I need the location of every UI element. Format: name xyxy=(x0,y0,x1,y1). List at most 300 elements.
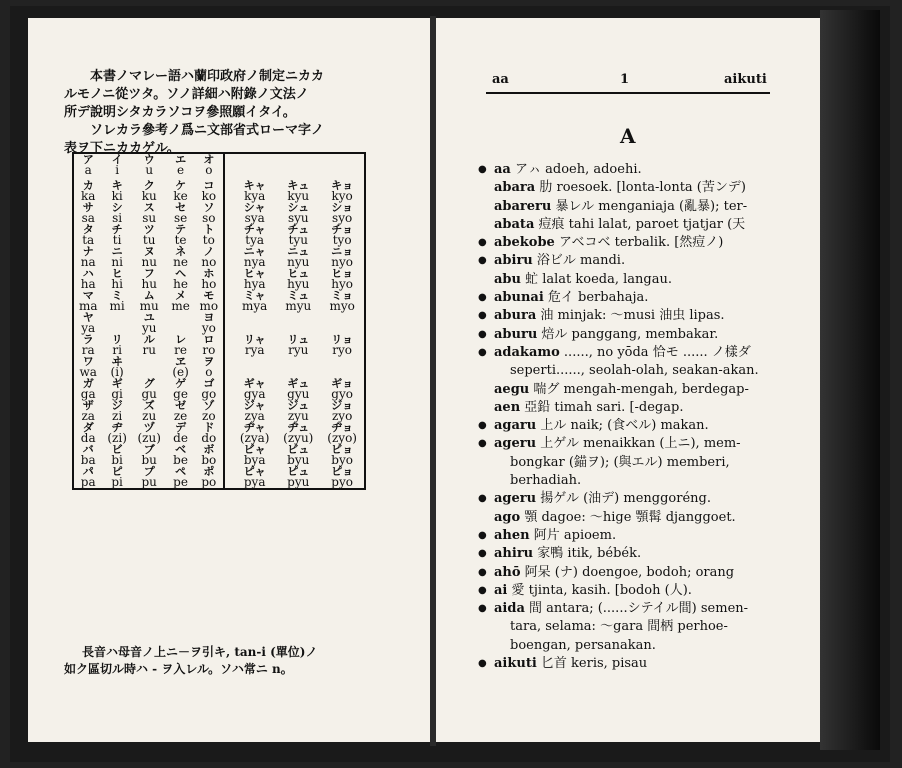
kana-romaji: ya xyxy=(81,321,96,335)
dictionary-entry xyxy=(476,216,776,234)
entry-headword: aegu xyxy=(494,381,530,397)
kana-romaji: u xyxy=(145,163,154,177)
table-row xyxy=(73,444,365,466)
entry-definition: 顎 dagoe: ～hige 顎髯 djanggoet. xyxy=(520,509,736,525)
kana-glyph: ド xyxy=(203,421,215,434)
entry-mark-icon: ● xyxy=(478,310,487,322)
entry-definition: 上ゲル menaikkan (上ニ), mem- xyxy=(536,436,741,452)
kana-cell xyxy=(102,202,131,224)
dictionary-entry xyxy=(476,564,776,582)
kana-cell xyxy=(73,176,102,202)
kana-cell xyxy=(132,290,167,312)
kana-glyph: ブ xyxy=(143,443,155,456)
table-divider xyxy=(224,466,233,489)
table-divider xyxy=(224,153,233,176)
kana-romaji: nyo xyxy=(331,255,353,269)
kana-cell xyxy=(233,202,276,224)
kana-romaji: go xyxy=(201,387,217,401)
kana-glyph: ゾ xyxy=(203,399,215,412)
kana-glyph: ヱ xyxy=(175,355,187,368)
kana-romaji: te xyxy=(174,233,187,247)
kana-glyph: チョ xyxy=(331,223,353,236)
kana-romaji: ra xyxy=(81,343,95,357)
kana-glyph: ヂュ xyxy=(287,421,310,434)
dictionary-entry xyxy=(476,582,776,600)
kana-romaji: kyo xyxy=(331,189,353,203)
entry-headword: abura xyxy=(494,308,537,324)
entry-definition: 揚ゲル (油デ) menggoréng. xyxy=(536,491,711,507)
entry-headword: ahō xyxy=(494,564,521,580)
kana-glyph: ヒャ xyxy=(243,267,266,280)
kana-romaji: ryu xyxy=(288,343,309,357)
table-row xyxy=(73,378,365,400)
dictionary-entry xyxy=(476,454,776,472)
intro-paragraph xyxy=(64,68,384,158)
table-row xyxy=(73,246,365,268)
entry-definition: 阿片 apioem. xyxy=(529,527,617,543)
entry-definition: 肋 roesoek. [lonta-lonta (苦ンデ) xyxy=(535,180,746,196)
kana-cell xyxy=(233,466,276,489)
kana-cell xyxy=(167,202,195,224)
kana-cell xyxy=(233,290,276,312)
footnote xyxy=(64,644,384,678)
table-row xyxy=(73,153,365,176)
kana-cell xyxy=(132,444,167,466)
kana-cell xyxy=(102,153,131,176)
kana-cell xyxy=(132,378,167,400)
kana-romaji: ri xyxy=(112,343,122,357)
kana-glyph: ジョ xyxy=(331,399,354,412)
kana-glyph: チャ xyxy=(243,223,266,236)
kana-cell xyxy=(195,246,225,268)
kana-cell xyxy=(73,312,102,334)
kana-cell xyxy=(320,378,365,400)
kana-romaji: bya xyxy=(243,453,266,467)
kana-glyph: ギ xyxy=(111,377,123,390)
kana-glyph: ウ xyxy=(143,153,155,166)
kana-romaji: byo xyxy=(331,453,353,467)
entry-mark-icon: ● xyxy=(478,658,487,670)
dictionary-entry xyxy=(476,509,776,527)
kana-romaji: ze xyxy=(173,409,188,423)
entry-mark-icon: ● xyxy=(478,164,487,175)
kana-romaji: hyu xyxy=(287,277,310,291)
kana-romaji: po xyxy=(201,475,217,489)
entry-definition: boengan, persanakan. xyxy=(510,637,656,653)
kana-cell xyxy=(276,334,320,356)
entry-definition: 上ル naik; (食ベル) makan. xyxy=(536,418,709,434)
kana-cell xyxy=(233,312,276,334)
kana-glyph: ロ xyxy=(203,333,215,346)
kana-romaji: pi xyxy=(111,475,123,489)
table-row xyxy=(73,356,365,378)
table-divider xyxy=(224,422,233,444)
kana-romaji: ba xyxy=(80,453,96,467)
entry-headword: abareru xyxy=(494,198,552,214)
kana-romaji: tyu xyxy=(288,233,308,247)
kana-romaji: a xyxy=(84,163,92,177)
kana-glyph: ノ xyxy=(203,245,215,258)
kana-glyph: ム xyxy=(143,289,155,302)
kana-romaji: tu xyxy=(142,233,156,247)
kana-cell xyxy=(102,444,131,466)
kana-romaji: pa xyxy=(80,475,96,489)
kana-glyph: キャ xyxy=(243,179,266,192)
kana-glyph: ピ xyxy=(111,465,123,478)
kana-glyph: オ xyxy=(203,153,215,166)
kana-romaji: sa xyxy=(81,211,95,225)
entry-headword: ago xyxy=(494,509,521,525)
kana-glyph: ショ xyxy=(331,201,354,214)
kana-cell xyxy=(195,268,225,290)
entry-definition: ......, no yōda 恰モ ...... ノ樣ダ xyxy=(559,344,751,360)
kana-romaji: i xyxy=(115,163,120,177)
dictionary-entry xyxy=(476,545,776,563)
entry-headword: adakamo xyxy=(494,344,560,360)
dictionary-entries xyxy=(476,161,776,673)
header-left-word: aa xyxy=(492,72,509,87)
kana-cell xyxy=(276,444,320,466)
table-divider xyxy=(224,224,233,246)
kana-romaji: ga xyxy=(80,387,96,401)
kana-romaji: so xyxy=(202,211,216,225)
kana-romaji: bo xyxy=(201,453,217,467)
dictionary-entry xyxy=(476,179,776,197)
table-row xyxy=(73,268,365,290)
kana-cell xyxy=(73,268,102,290)
kana-glyph: シャ xyxy=(243,201,266,214)
kana-glyph: ホ xyxy=(203,267,215,280)
kana-cell xyxy=(320,290,365,312)
section-letter: A xyxy=(620,124,636,148)
kana-glyph: ボ xyxy=(203,443,215,456)
kana-cell xyxy=(73,466,102,489)
kana-romaji: kya xyxy=(244,189,266,203)
kana-cell xyxy=(132,422,167,444)
kana-glyph: ネ xyxy=(175,245,187,258)
entry-headword: abekobe xyxy=(494,235,555,251)
kana-cell xyxy=(320,444,365,466)
kana-cell xyxy=(195,290,225,312)
kana-cell xyxy=(132,202,167,224)
entry-mark-icon: ● xyxy=(478,346,487,358)
kana-cell xyxy=(132,176,167,202)
kana-glyph: イ xyxy=(111,153,123,166)
kana-glyph: ヰ xyxy=(111,355,123,368)
kana-romaji: na xyxy=(80,255,96,269)
kana-romaji: de xyxy=(173,431,188,445)
kana-glyph: ビュ xyxy=(287,443,310,456)
kana-cell xyxy=(167,466,195,489)
entry-definition: 愛 tjinta, kasih. [bodoh (人). xyxy=(507,582,692,598)
kana-romaji: hi xyxy=(111,277,123,291)
kana-romaji: pe xyxy=(173,475,188,489)
kana-glyph: ダ xyxy=(82,421,94,434)
dictionary-entry xyxy=(476,198,776,216)
kana-glyph: ヂャ xyxy=(243,421,266,434)
kana-romaji: pu xyxy=(141,475,157,489)
kana-glyph: ケ xyxy=(175,179,187,192)
entry-definition: アベコベ terbalik. [然痘ノ) xyxy=(554,235,724,251)
entry-definition: 暴レル menganiaja (亂暴); ter- xyxy=(551,198,748,214)
kana-glyph: ア xyxy=(82,153,94,166)
dictionary-entry xyxy=(476,234,776,252)
kana-romaji: e xyxy=(177,163,185,177)
kana-glyph: メ xyxy=(175,289,187,302)
dictionary-entry xyxy=(476,289,776,307)
kana-cell xyxy=(276,378,320,400)
kana-glyph: リュ xyxy=(287,333,310,346)
kana-cell xyxy=(73,246,102,268)
intro-line: 所デ說明シタカラソコヲ參照願イタイ。 xyxy=(64,105,296,120)
kana-romaji: ki xyxy=(111,189,123,203)
kana-romaji: tyo xyxy=(332,233,352,247)
kana-glyph: ギョ xyxy=(331,377,354,390)
kana-cell xyxy=(167,356,195,378)
kana-glyph: ユ xyxy=(143,311,155,324)
entry-headword: ai xyxy=(494,582,508,598)
kana-cell xyxy=(233,334,276,356)
kana-glyph: コ xyxy=(203,179,215,192)
kana-glyph: パ xyxy=(82,465,94,478)
kana-romaji: pyu xyxy=(287,475,310,489)
kana-cell xyxy=(167,176,195,202)
kana-glyph: ヅ xyxy=(143,421,155,434)
intro-line: ルモノニ從ツタ。ソノ詳細ハ附錄ノ文法ノ xyxy=(64,87,309,102)
kana-romaji: pyo xyxy=(331,475,353,489)
kana-cell xyxy=(233,378,276,400)
kana-romaji: gya xyxy=(243,387,266,401)
kana-cell xyxy=(233,153,276,176)
kana-romaji: ma xyxy=(78,299,98,313)
header-right-word: aikuti xyxy=(724,72,767,87)
kana-cell xyxy=(320,312,365,334)
intro-line: 表ヲ下ニカカゲル。 xyxy=(64,141,180,156)
kana-glyph: ラ xyxy=(82,333,94,346)
kana-romaji: ru xyxy=(142,343,156,357)
kana-romaji: si xyxy=(112,211,123,225)
kana-cell xyxy=(195,334,225,356)
romanization-table xyxy=(72,152,366,490)
kana-glyph: キョ xyxy=(331,179,354,192)
kana-cell xyxy=(73,444,102,466)
kana-glyph: ゼ xyxy=(175,399,187,412)
kana-glyph: ヂョ xyxy=(331,421,353,434)
dictionary-entry xyxy=(476,637,776,655)
kana-glyph: ミュ xyxy=(287,289,310,302)
entry-headword: ahen xyxy=(494,527,530,543)
kana-cell xyxy=(233,246,276,268)
kana-cell xyxy=(320,422,365,444)
entry-definition: 間 antara; (......シテイル間) semen- xyxy=(524,601,749,617)
dictionary-entry xyxy=(476,490,776,508)
kana-glyph: プ xyxy=(143,465,155,478)
kana-glyph: ニ xyxy=(111,245,123,258)
table-divider xyxy=(224,334,233,356)
kana-romaji: to xyxy=(202,233,215,247)
kana-glyph: ジャ xyxy=(243,399,266,412)
entry-mark-icon: ● xyxy=(478,566,487,578)
table-row xyxy=(73,334,365,356)
entry-mark-icon: ● xyxy=(478,438,487,450)
kana-romaji: zo xyxy=(202,409,216,423)
table-row xyxy=(73,466,365,489)
kana-glyph: フ xyxy=(143,267,155,280)
kana-glyph: チ xyxy=(111,223,123,236)
kana-cell xyxy=(276,290,320,312)
kana-glyph: ゲ xyxy=(175,377,187,390)
kana-romaji: gu xyxy=(141,387,157,401)
kana-romaji: yu xyxy=(141,321,157,335)
table-divider xyxy=(224,268,233,290)
kana-glyph: バ xyxy=(82,443,94,456)
entry-definition: seperti......, seolah-olah, seakan-akan. xyxy=(510,363,759,379)
kana-glyph: ヒョ xyxy=(331,267,354,280)
kana-romaji: (zyo) xyxy=(327,431,357,445)
kana-glyph: セ xyxy=(175,201,187,214)
kana-romaji: gyu xyxy=(287,387,310,401)
kana-cell xyxy=(195,422,225,444)
entry-definition: tara, selama: ～gara 間柄 perhoe- xyxy=(510,619,728,635)
kana-glyph: ハ xyxy=(82,267,94,280)
kana-romaji: mo xyxy=(199,299,219,313)
kana-cell xyxy=(320,224,365,246)
entry-headword: abara xyxy=(494,180,536,196)
kana-cell xyxy=(276,153,320,176)
kana-cell xyxy=(102,246,131,268)
kana-glyph: ビョ xyxy=(331,443,354,456)
dictionary-entry xyxy=(476,271,776,289)
kana-romaji: ke xyxy=(173,189,188,203)
kana-romaji: gyo xyxy=(331,387,353,401)
entry-mark-icon: ● xyxy=(478,548,487,560)
kana-cell xyxy=(167,224,195,246)
kana-glyph: タ xyxy=(82,223,94,236)
kana-glyph: シ xyxy=(111,201,123,214)
kana-cell xyxy=(195,153,225,176)
kana-glyph: ヲ xyxy=(203,355,215,368)
entry-mark-icon: ● xyxy=(478,328,487,340)
kana-glyph: チュ xyxy=(287,223,310,236)
kana-cell xyxy=(195,444,225,466)
kana-cell xyxy=(167,422,195,444)
kana-cell xyxy=(320,176,365,202)
kana-cell xyxy=(320,268,365,290)
kana-glyph: モ xyxy=(203,289,215,302)
entry-definition: 阿呆 (ナ) doengoe, bodoh; orang xyxy=(520,564,735,580)
kana-romaji: (e) xyxy=(172,365,189,379)
kana-romaji xyxy=(321,165,363,176)
kana-romaji: be xyxy=(173,453,188,467)
kana-romaji: me xyxy=(171,299,190,313)
kana-romaji: sya xyxy=(244,211,265,225)
kana-romaji: (zya) xyxy=(239,431,270,445)
kana-cell xyxy=(102,334,131,356)
kana-romaji xyxy=(277,165,319,176)
kana-romaji: ha xyxy=(80,277,96,291)
kana-romaji: nyu xyxy=(287,255,310,269)
entry-mark-icon: ● xyxy=(478,603,487,615)
kana-romaji: (i) xyxy=(110,365,124,379)
kana-romaji: (zi) xyxy=(107,431,127,445)
kana-cell xyxy=(167,334,195,356)
kana-glyph: ソ xyxy=(203,201,215,214)
kana-cell xyxy=(195,378,225,400)
page-number: 1 xyxy=(620,72,630,87)
kana-glyph: ジ xyxy=(111,399,123,412)
kana-cell xyxy=(167,312,195,334)
entry-mark-icon: ● xyxy=(478,584,487,596)
kana-glyph: デ xyxy=(175,421,187,434)
table-row xyxy=(73,312,365,334)
kana-glyph: ヤ xyxy=(82,311,94,324)
entry-definition: 亞鉛 timah sari. [-degap. xyxy=(520,399,684,415)
kana-romaji: rya xyxy=(244,343,265,357)
entry-definition: bongkar (錨ヲ); (與エル) memberi, xyxy=(510,454,730,470)
kana-cell xyxy=(195,400,225,422)
entry-mark-icon: ● xyxy=(478,493,487,505)
kana-glyph: レ xyxy=(175,333,187,346)
entry-definition: 虻 lalat koeda, langau. xyxy=(520,271,672,287)
dictionary-entry xyxy=(476,326,776,344)
kana-cell xyxy=(195,176,225,202)
kana-romaji: he xyxy=(173,277,188,291)
kana-cell xyxy=(195,466,225,489)
dictionary-entry xyxy=(476,527,776,545)
kana-glyph: リャ xyxy=(243,333,266,346)
kana-cell xyxy=(102,290,131,312)
kana-glyph: エ xyxy=(175,153,187,166)
kana-cell xyxy=(73,400,102,422)
table-row xyxy=(73,202,365,224)
kana-glyph: ニャ xyxy=(243,245,266,258)
kana-romaji: ge xyxy=(173,387,188,401)
kana-glyph: リョ xyxy=(331,333,353,346)
kana-romaji: zu xyxy=(142,409,157,423)
entry-headword: ahiru xyxy=(494,546,534,562)
kana-cell xyxy=(195,202,225,224)
kana-romaji: ka xyxy=(81,189,96,203)
kana-romaji: bu xyxy=(141,453,157,467)
table-divider xyxy=(224,356,233,378)
kana-cell xyxy=(73,202,102,224)
kana-romaji: zi xyxy=(112,409,123,423)
kana-glyph: ト xyxy=(203,223,215,236)
entry-definition: 痘痕 tahi lalat, paroet tjatjar (天 xyxy=(534,216,746,232)
entry-definition: 匕首 keris, pisau xyxy=(536,656,648,672)
table-divider xyxy=(224,444,233,466)
kana-cell xyxy=(320,153,365,176)
kana-cell xyxy=(233,224,276,246)
entry-definition: 喘グ mengah-mengah, berdegap- xyxy=(529,381,749,397)
kana-cell xyxy=(102,400,131,422)
kana-cell xyxy=(195,312,225,334)
kana-glyph: ポ xyxy=(203,465,215,478)
kana-cell xyxy=(320,202,365,224)
kana-cell xyxy=(132,246,167,268)
kana-cell xyxy=(276,246,320,268)
dictionary-entry xyxy=(476,161,776,179)
dictionary-entry xyxy=(476,472,776,490)
kana-cell xyxy=(320,246,365,268)
entry-headword: abu xyxy=(494,271,521,287)
kana-glyph: ナ xyxy=(82,245,94,258)
footnote-line: 如ク區切ル時ハ - ヲ入レル。ソハ常ニ n。 xyxy=(64,662,293,676)
kana-cell xyxy=(276,312,320,334)
kana-cell xyxy=(320,400,365,422)
kana-cell xyxy=(320,356,365,378)
entry-mark-icon: ● xyxy=(478,420,487,432)
